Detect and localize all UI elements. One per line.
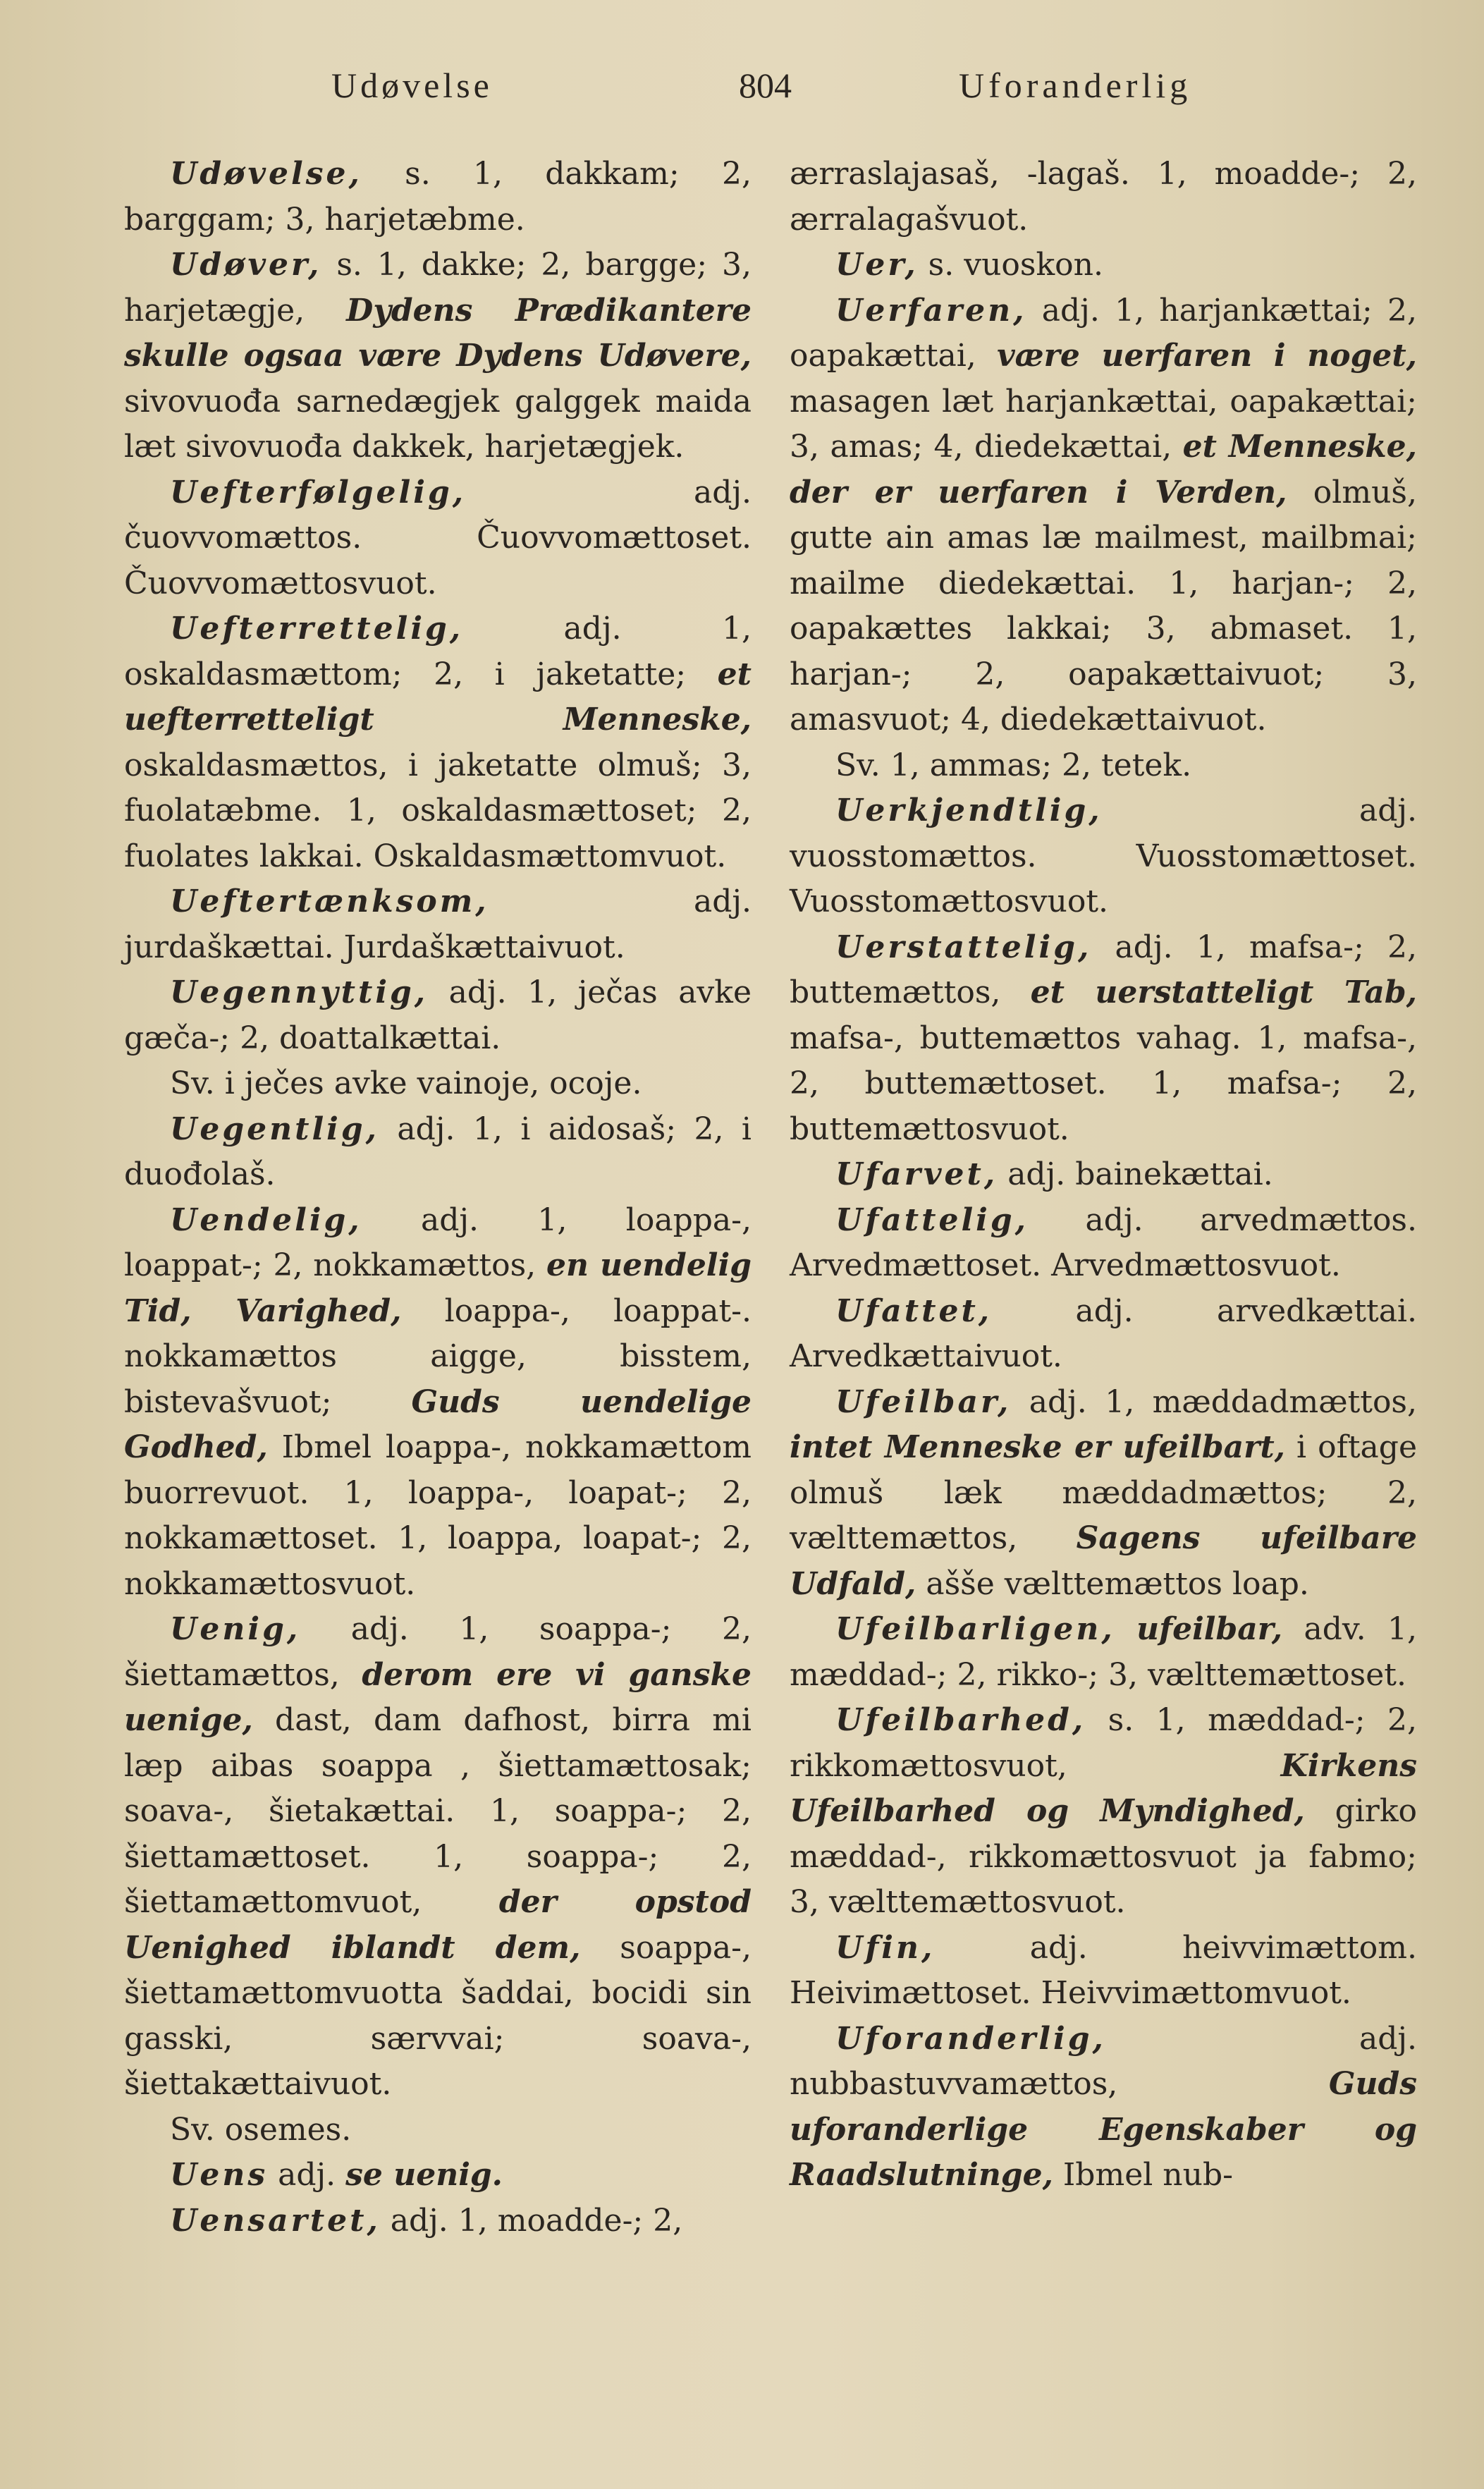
entry-text: adj. 1, oskaldasmættom; 2, i jaketatte; <box>124 611 752 692</box>
headword: Uendelig, <box>170 1201 362 1238</box>
entry-text: adv. 1, mæddad-; 2, rikko-; 3, vælttemættoset. <box>790 1611 1417 1693</box>
dictionary-entry <box>124 2108 752 2153</box>
headword: Uefterrettelig, <box>170 611 464 647</box>
dictionary-entry <box>790 2017 1417 2198</box>
entry-text: i oftage olmuš læk mæddadmættos; 2, vælttemættos, <box>790 1429 1417 1556</box>
right-column <box>790 152 1417 2198</box>
headword: Ueftertænksom, <box>170 883 489 919</box>
entry-text: girko mæddad-, rikkomættosvuot ja fabmo; 3, vælttemættosvuot. <box>790 1793 1417 1920</box>
dictionary-entry <box>124 1607 752 2108</box>
example-phrase: Kirkens Ufeilbarhed og Myndighed, <box>790 1747 1417 1829</box>
entry-text: soappa-, šiettamættomvuotta šaddai, bocidi sin gasski, særvvai; soava-, šiettakættaivuot. <box>124 1929 752 2102</box>
dictionary-entry <box>124 243 752 470</box>
headword: Ufattet, <box>835 1292 993 1329</box>
entry-text: loappa-, loappat-. nokkamættos aigge, bisstem, bistevašvuot; <box>124 1292 752 1420</box>
entry-text: adj. 1, i aidosaš; 2, i duođolaš. <box>124 1111 752 1192</box>
example-phrase: derom ere vi ganske uenige, <box>124 1656 752 1738</box>
entry-text: adj. 1, soappa-; 2, šiettamættos, <box>124 1611 752 1693</box>
header-left-guideword: Udøvelse <box>331 66 493 105</box>
headword: Uefterfølgelig, <box>170 474 467 510</box>
dictionary-entry <box>790 243 1417 288</box>
headword: Udøvelse, <box>170 156 362 192</box>
dictionary-entry <box>790 925 1417 1153</box>
entry-text: adj. 1, moadde-; 2, <box>380 2202 683 2239</box>
entry-text: Sv. osemes. <box>170 2111 352 2148</box>
headword: Uforanderlig, <box>835 2020 1106 2057</box>
dictionary-entry <box>124 2153 752 2198</box>
entry-text: adj. bainekættai. <box>998 1156 1273 1192</box>
entry-text: dast, dam dafhost, birra mi læp aibas soappa , šiettamættosak; soava-, šietakættai. 1, soappa-; 2, šiettamættoset. 1, soappa-; 2, šiettamættomvuot, <box>124 1702 752 1920</box>
entry-text: Sv. 1, ammas; 2, tetek. <box>835 747 1192 783</box>
dictionary-entry <box>790 1152 1417 1198</box>
entry-text: adj. arvedmættos. Arvedmættoset. Arvedmættosvuot. <box>790 1201 1417 1283</box>
entry-text: ašše vælttemættos loap. <box>916 1565 1309 1602</box>
entry-text: adj. arvedkættai. Arvedkættaivuot. <box>790 1292 1417 1374</box>
example-phrase: en uendelig Tid, Varighed, <box>124 1247 752 1329</box>
dictionary-entry <box>790 1380 1417 1608</box>
entry-text: masagen læt harjankættai, oapakættai; 3, amas; 4, diedekættai, <box>790 383 1417 465</box>
entry-text: mafsa-, buttemættos vahag. 1, mafsa-, 2, buttemættoset. 1, mafsa-; 2, buttemættosvuot. <box>790 1020 1417 1147</box>
dictionary-entry <box>790 1289 1417 1380</box>
entry-text: adj. jurdaškættai. Jurdaškættaivuot. <box>124 883 752 965</box>
dictionary-entry <box>124 1198 752 1608</box>
headword: Uerfaren, <box>835 292 1027 329</box>
dictionary-entry <box>790 1198 1417 1289</box>
dictionary-entry <box>124 970 752 1061</box>
entry-text: s. 1, mæddad-; 2, rikkomættosvuot, <box>790 1702 1417 1784</box>
left-column <box>124 152 752 2244</box>
entry-text: ærraslajasaš, -lagaš. 1, moadde-; 2, ærralagašvuot. <box>790 156 1417 238</box>
dictionary-entry <box>124 152 752 243</box>
page-number: 804 <box>739 66 792 105</box>
headword: Ufin, <box>835 1929 936 1966</box>
entry-text: olmuš, gutte ain amas læ mailmest, mailbmai; mailme diedekættai. 1, harjan-; 2, oapakættes lakkai; 3, abmaset. 1, harjan-; 2, oapakættaivuot; 3, amasvuot; 4, diedekættaivuot. <box>790 474 1417 738</box>
dictionary-entry <box>790 1607 1417 1698</box>
example-phrase: Sagens ufeilbare Udfald, <box>790 1520 1417 1602</box>
headword: Uens <box>170 2157 269 2193</box>
dictionary-entry <box>790 1698 1417 1926</box>
dictionary-entry <box>124 1061 752 1107</box>
headword: Ufeilbarligen, <box>835 1611 1115 1647</box>
dictionary-entry <box>790 743 1417 789</box>
entry-text: adj. 1, harjankættai; 2, oapakættai, <box>790 292 1417 374</box>
dictionary-entry <box>124 2198 752 2244</box>
headword: Udøver, <box>170 247 322 283</box>
entry-text: s. 1, dakke; 2, bargge; 3, harjetægje, <box>124 247 752 329</box>
example-phrase: se uenig. <box>345 2157 503 2193</box>
headword: Uensartet, <box>170 2202 381 2239</box>
dictionary-entry <box>124 606 752 879</box>
headword: Ufeilbar, <box>835 1383 1012 1420</box>
example-phrase: Dydens Prædikantere skulle ogsaa være Dydens Udøvere, <box>124 292 752 374</box>
example-phrase: et uerstatteligt Tab, <box>1030 974 1417 1010</box>
entry-text: Ibmel loappa-, nokkamættom buorrevuot. 1, loappa-, loapat-; 2, nokkamættoset. 1, loappa, loapat-; 2, nokkamættosvuot. <box>124 1429 752 1602</box>
dictionary-entry <box>790 288 1417 743</box>
headword: Uenig, <box>170 1611 301 1647</box>
entry-text: adj. 1, ječas avke gæča-; 2, doattalkættai. <box>124 974 752 1056</box>
example-phrase: intet Menneske er ufeilbart, <box>790 1429 1285 1465</box>
headword: Ufattelig, <box>835 1201 1029 1238</box>
entry-text: adj. <box>268 2157 346 2193</box>
entry-text: adj. nubbastuvvamættos, <box>790 2020 1417 2102</box>
example-phrase: et Menneske, der er uerfaren i Verden, <box>790 429 1417 510</box>
example-phrase: være uerfaren i noget, <box>997 338 1417 374</box>
dictionary-entry <box>790 1926 1417 2017</box>
headword: Uerkjendtlig, <box>835 793 1103 828</box>
entry-text: oskaldasmættos, i jaketatte olmuš; 3, fuolatæbme. 1, oskaldasmættoset; 2, fuolates lakkai. Oskaldasmættomvuot. <box>124 747 752 874</box>
entry-text: Sv. i ječes avke vainoje, ocoje. <box>170 1065 642 1101</box>
headword: Ufarvet, <box>835 1156 998 1192</box>
headword: Uegennyttig, <box>170 974 429 1010</box>
entry-text: adj. vuosstomættos. Vuosstomættoset. Vuosstomættosvuot. <box>790 793 1417 919</box>
entry-text: adj. 1, mafsa-; 2, buttemættos, <box>790 929 1417 1010</box>
entry-text: s. 1, dakkam; 2, barggam; 3, harjetæbme. <box>124 156 752 238</box>
entry-text: sivovuođa sarnedægjek galggek maida læt sivovuođa dakkek, harjetægjek. <box>124 383 752 465</box>
dictionary-entry <box>124 470 752 607</box>
dictionary-entry <box>124 1107 752 1198</box>
running-header <box>0 65 1484 114</box>
example-phrase: Guds uendelige Godhed, <box>124 1383 752 1465</box>
header-right-guideword: Uforanderlig <box>959 66 1192 105</box>
entry-text: s. vuoskon. <box>918 247 1103 283</box>
example-phrase: et uefterretteligt Menneske, <box>124 656 752 738</box>
entry-text: Ibmel nub- <box>1053 2157 1233 2193</box>
example-phrase: Guds uforanderlige Egenskaber og Raadslutninge, <box>790 2066 1417 2193</box>
headword: Uer, <box>835 247 919 283</box>
entry-text: adj. heivvimættom. Heivimættoset. Heivvimættomvuot. <box>790 1929 1417 2011</box>
dictionary-entry <box>124 879 752 970</box>
dictionary-entry <box>790 788 1417 925</box>
example-phrase: ufeilbar, <box>1136 1611 1283 1647</box>
example-phrase: der opstod Uenighed iblandt dem, <box>124 1884 752 1966</box>
headword: Uegentlig, <box>170 1111 379 1147</box>
entry-text: adj. 1, loappa-, loappat-; 2, nokkamættos, <box>124 1201 752 1283</box>
entry-text: adj. čuovvomættos. Čuovvomættoset. Čuovvomættosvuot. <box>124 474 752 601</box>
headword: Ufeilbarhed, <box>835 1702 1086 1738</box>
dictionary-entry <box>790 152 1417 243</box>
entry-text <box>1115 1611 1136 1647</box>
entry-text: adj. 1, mæddadmættos, <box>1011 1383 1417 1420</box>
headword: Uerstattelig, <box>835 929 1092 965</box>
